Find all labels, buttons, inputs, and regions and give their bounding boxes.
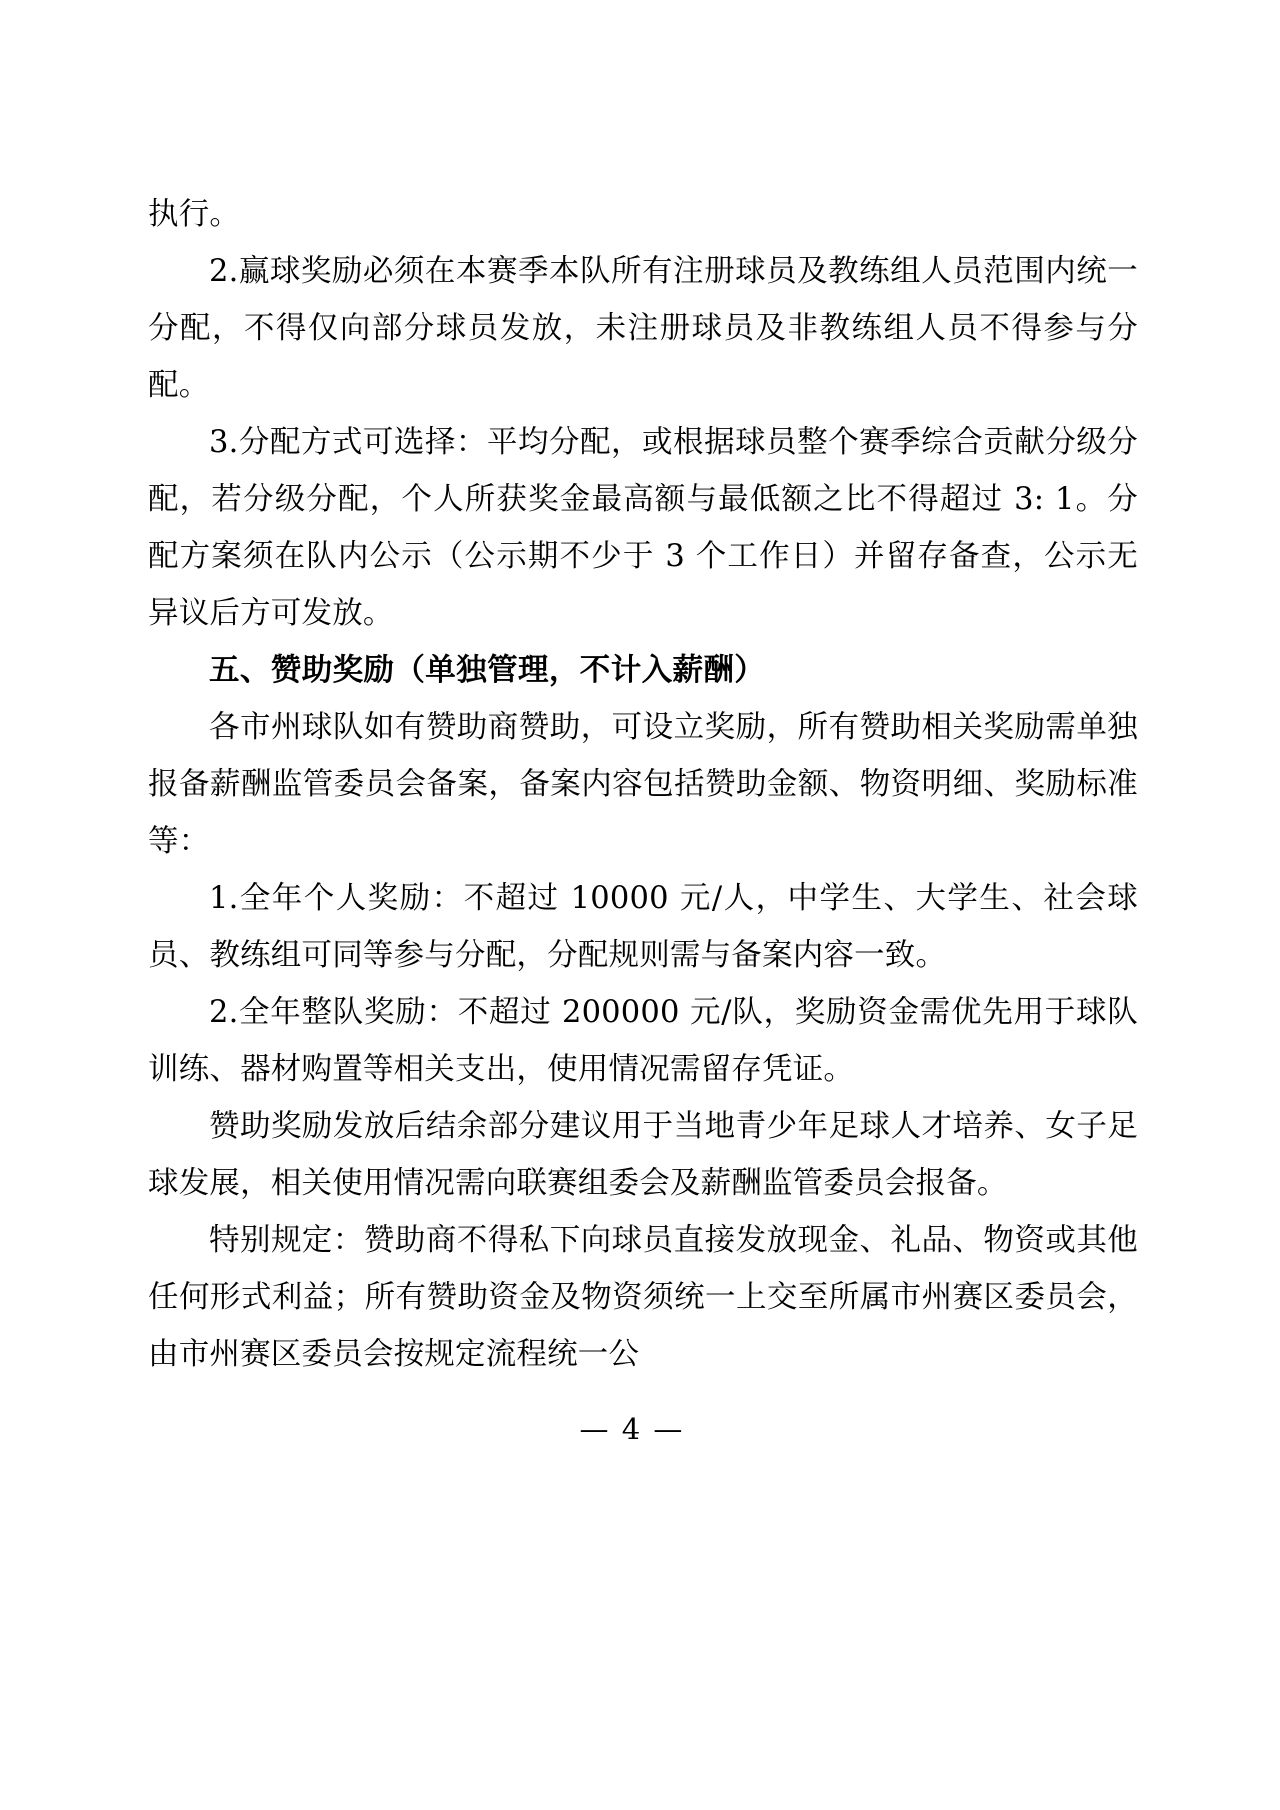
page-number: — 4 — xyxy=(579,1412,685,1446)
document-body xyxy=(148,186,1138,1383)
paragraph-sponsor-intro: 各市州球队如有赞助商赞助，可设立奖励，所有赞助相关奖励需单独报备薪酬监管委员会备案，备案内容包括赞助金额、物资明细、奖励标准等： xyxy=(148,710,1138,859)
paragraph-special-rule: 特别规定：赞助商不得私下向球员直接发放现金、礼品、物资或其他任何形式利益；所有赞助资金及物资须统一上交至所属市州赛区委员会，由市州赛区委员会按规定流程统一公 xyxy=(148,1223,1138,1372)
paragraph-sponsor-item-2: 2.全年整队奖励：不超过 200000 元/队，奖励资金需优先用于球队训练、器材购置等相关支出，使用情况需留存凭证。 xyxy=(148,995,1138,1087)
paragraph-item-2: 2.赢球奖励必须在本赛季本队所有注册球员及教练组人员范围内统一分配，不得仅向部分球员发放，未注册球员及非教练组人员不得参与分配。 xyxy=(148,254,1138,403)
paragraph-execute: 执行。 xyxy=(148,197,241,232)
section-heading-five: 五、赞助奖励（单独管理，不计入薪酬） xyxy=(209,652,766,688)
paragraph-item-3: 3.分配方式可选择：平均分配，或根据球员整个赛季综合贡献分级分配，若分级分配，个人所获奖金最高额与最低额之比不得超过 3: 1。分配方案须在队内公示（公示期不少于 3 个工作日）并留存备查，公示无异议后方可发放。 xyxy=(148,425,1138,631)
paragraph-sponsor-surplus: 赞助奖励发放后结余部分建议用于当地青少年足球人才培养、女子足球发展，相关使用情况需向联赛组委会及薪酬监管委员会报备。 xyxy=(148,1109,1138,1201)
page-footer xyxy=(0,1412,1280,1446)
paragraph-sponsor-item-1: 1.全年个人奖励：不超过 10000 元/人，中学生、大学生、社会球员、教练组可同等参与分配，分配规则需与备案内容一致。 xyxy=(148,881,1138,973)
